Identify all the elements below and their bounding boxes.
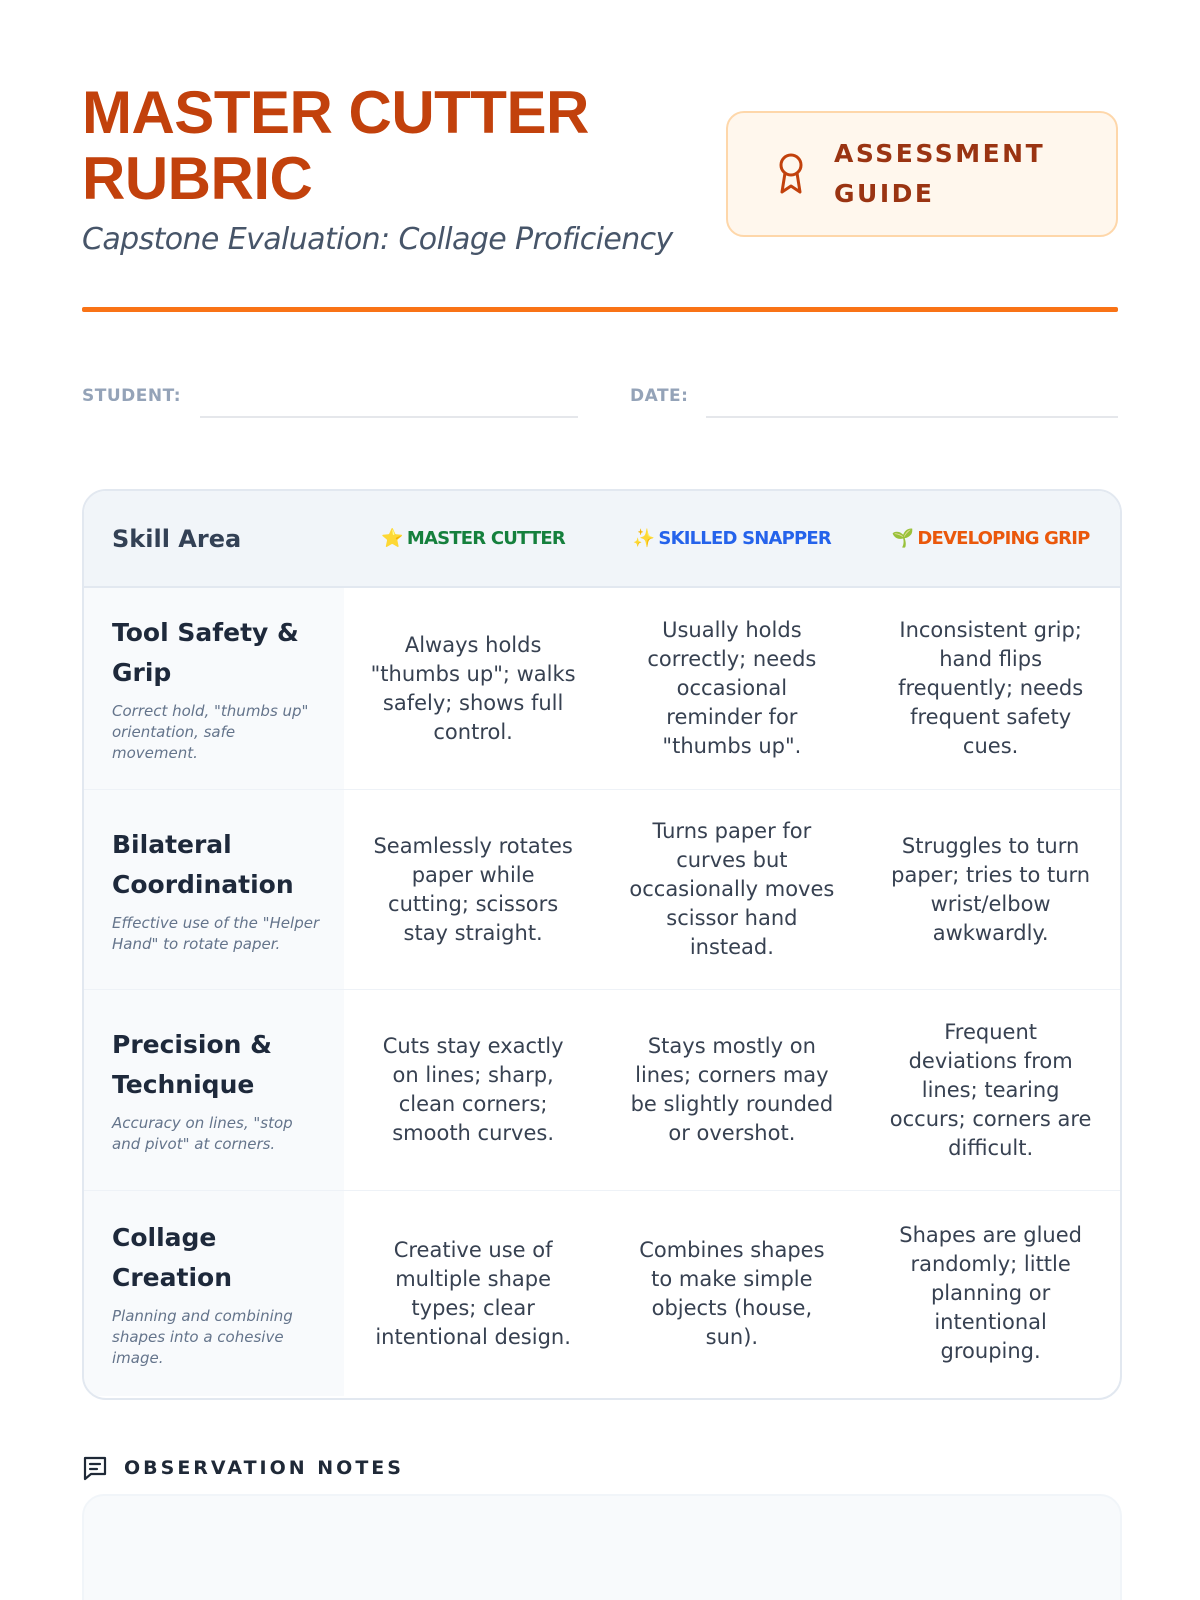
skill-name: Collage Creation xyxy=(112,1223,232,1292)
assessment-guide-badge xyxy=(726,111,1118,237)
table-row xyxy=(84,790,1120,990)
skill-cell xyxy=(84,588,344,789)
level-cell: Inconsistent grip; hand flips frequently; needs frequent safety cues. xyxy=(898,618,1084,758)
table-row xyxy=(84,990,1120,1191)
skill-description: Planning and combining shapes into a cohesive image. xyxy=(112,1307,293,1367)
header-level-label: MASTER CUTTER xyxy=(406,528,565,549)
level-cell: Combines shapes to make simple objects (house, sun). xyxy=(639,1237,825,1349)
badge-label: ASSESSMENT GUIDE xyxy=(834,139,1046,208)
header-level-label: DEVELOPING GRIP xyxy=(917,528,1090,549)
skill-description: Effective use of the "Helper Hand" to rotate paper. xyxy=(112,913,320,953)
date-input-line[interactable] xyxy=(706,416,1118,418)
header xyxy=(82,0,1118,312)
page-title: MASTER CUTTER RUBRIC xyxy=(82,79,589,212)
date-label: DATE: xyxy=(630,386,689,406)
header-level-label: SKILLED SNAPPER xyxy=(658,528,831,549)
level-cell: Creative use of multiple shape types; clear intentional design. xyxy=(375,1237,571,1349)
level-cell: Turns paper for curves but occasionally moves scissor hand instead. xyxy=(629,819,835,959)
observation-notes-area[interactable] xyxy=(82,1494,1122,1600)
message-note-icon xyxy=(82,1455,108,1481)
skill-cell xyxy=(84,790,344,989)
student-label: STUDENT: xyxy=(82,386,182,406)
table-body xyxy=(84,588,1120,1396)
table-row xyxy=(84,1191,1120,1396)
header-divider xyxy=(82,307,1118,312)
level-cell: Cuts stay exactly on lines; sharp, clean corners; smooth curves. xyxy=(382,1034,564,1145)
ribbon-award-icon xyxy=(776,152,806,196)
student-info-fields xyxy=(82,380,1118,420)
student-input-line[interactable] xyxy=(200,416,578,418)
header-developing-grip xyxy=(861,528,1120,549)
level-cell: Stays mostly on lines; corners may be slightly rounded or overshot. xyxy=(630,1034,834,1145)
skill-name: Tool Safety & Grip xyxy=(112,618,299,687)
observation-notes-title: OBSERVATION NOTES xyxy=(124,1457,404,1479)
star-icon: ⭐ xyxy=(381,528,403,549)
page-subtitle: Capstone Evaluation: Collage Proficiency xyxy=(82,222,673,257)
seedling-icon: 🌱 xyxy=(891,528,914,549)
level-cell: Frequent deviations from lines; tearing occurs; corners are difficult. xyxy=(889,1019,1092,1160)
header-skill-area: Skill Area xyxy=(112,524,242,553)
skill-description: Accuracy on lines, "stop and pivot" at corners. xyxy=(112,1114,293,1153)
level-cell: Shapes are glued randomly; little planning or intentional grouping. xyxy=(899,1223,1082,1363)
header-master-cutter xyxy=(344,528,603,549)
level-cell: Seamlessly rotates paper while cutting; scissors stay straight. xyxy=(373,833,573,945)
skill-name: Precision & Technique xyxy=(112,1030,272,1099)
level-cell: Always holds "thumbs up"; walks safely; shows full control. xyxy=(370,632,576,744)
level-cell: Struggles to turn paper; tries to turn wrist/elbow awkwardly. xyxy=(891,833,1091,945)
observation-notes-header xyxy=(82,1455,404,1481)
table-row xyxy=(84,588,1120,790)
skill-name: Bilateral Coordination xyxy=(112,829,294,899)
rubric-table xyxy=(82,489,1122,1400)
table-header-row xyxy=(84,491,1120,588)
skill-description: Correct hold, "thumbs up" orientation, safe movement. xyxy=(112,702,309,762)
level-cell: Usually holds correctly; needs occasional reminder for "thumbs up". xyxy=(647,618,817,758)
sparkles-icon: ✨ xyxy=(632,528,655,549)
skill-cell xyxy=(84,990,344,1190)
header-skilled-snapper xyxy=(603,528,862,549)
skill-cell xyxy=(84,1191,344,1396)
